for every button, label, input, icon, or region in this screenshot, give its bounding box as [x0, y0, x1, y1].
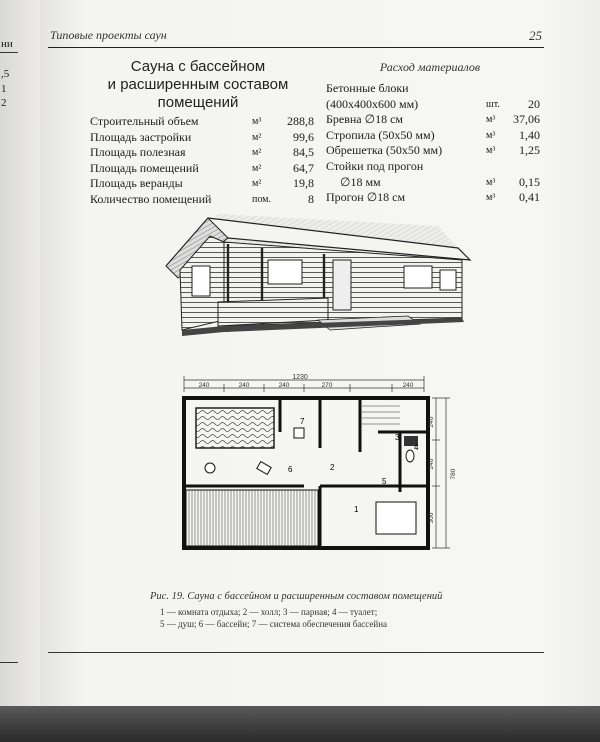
spec-row	[90, 130, 314, 146]
material-value: 37,06	[513, 112, 540, 127]
spec-label: Площадь веранды	[90, 176, 183, 191]
spec-unit: пом.	[252, 193, 271, 205]
material-row	[326, 143, 540, 159]
materials-table	[326, 81, 540, 206]
spec-value: 64,7	[293, 160, 314, 175]
title-line: Сауна с бассейном	[130, 58, 266, 75]
spec-unit: м²	[252, 162, 262, 174]
dim-top: 240	[402, 382, 414, 389]
adjacent-page-fragment: ,5	[1, 68, 10, 80]
material-row	[326, 97, 540, 113]
header-rule	[48, 47, 544, 48]
material-row	[326, 190, 540, 206]
spec-unit: м²	[252, 147, 262, 159]
material-row	[326, 81, 540, 97]
spec-row	[90, 114, 314, 130]
material-value: 0,41	[519, 190, 540, 205]
dim-right-total: 780	[450, 468, 457, 480]
material-label: Бетонные блоки	[326, 81, 409, 95]
dim-right: 240	[428, 458, 435, 470]
material-value: 20	[528, 96, 540, 111]
house-illustration	[158, 208, 478, 358]
material-unit: м³	[486, 145, 496, 157]
title-line: и расширенным составом	[107, 76, 289, 93]
dim-right: 300	[428, 512, 435, 524]
figure-caption: Рис. 19. Сауна с бассейном и расширенным составом помещений	[150, 591, 443, 602]
material-unit: м³	[486, 129, 496, 141]
floor-plan	[170, 372, 470, 562]
pool	[196, 408, 274, 448]
spec-value: 99,6	[293, 129, 314, 144]
spec-value: 84,5	[293, 145, 314, 160]
legend-line: 1 — комната отдыха; 2 — холл; 3 — парная; 4 — туалет;	[160, 607, 378, 617]
spec-label: Площадь помещений	[90, 160, 199, 175]
adjacent-page-edge	[0, 0, 40, 742]
spec-unit: м³	[252, 116, 262, 127]
material-value: 1,40	[519, 127, 540, 142]
dim-top: 240	[198, 382, 210, 389]
figure-legend	[160, 606, 480, 630]
spec-value: 288,8	[287, 114, 314, 128]
dim-total-top: 1230	[292, 374, 308, 381]
dim-top: 270	[321, 382, 333, 389]
room-number: 3	[395, 433, 400, 442]
page-number: 25	[529, 28, 542, 43]
footer-rule	[48, 652, 544, 653]
material-value: 0,15	[519, 174, 540, 189]
spec-value: 19,8	[293, 176, 314, 191]
material-unit: шт.	[486, 98, 500, 110]
room-number: 7	[300, 417, 305, 426]
material-unit: м³	[486, 114, 496, 126]
spec-row	[90, 161, 314, 177]
materials-heading: Расход материалов	[379, 60, 481, 74]
spec-row	[90, 176, 314, 192]
spec-label: Строительный объем	[90, 114, 199, 128]
material-label: Стропила (50x50 мм)	[326, 127, 435, 142]
material-unit: м³	[486, 176, 496, 188]
dim-top: 240	[278, 382, 290, 389]
material-row	[326, 112, 540, 128]
scan-background	[0, 706, 600, 742]
material-row	[326, 128, 540, 144]
dim-right: 240	[428, 416, 435, 428]
room-number: 5	[382, 477, 387, 486]
spec-unit: м²	[252, 178, 262, 190]
spec-row	[90, 145, 314, 161]
title-line: помещений	[157, 94, 239, 111]
room-number: 4	[414, 443, 419, 452]
bed	[376, 502, 416, 534]
spec-row	[90, 192, 314, 208]
material-value: 1,25	[519, 143, 540, 158]
dim-top: 240	[238, 382, 250, 389]
adjacent-page-rule	[0, 52, 18, 53]
sauna-bench	[362, 406, 400, 424]
project-title	[84, 58, 312, 112]
room-number: 2	[330, 463, 335, 472]
room-number: 1	[354, 505, 359, 514]
adjacent-page-rule	[0, 662, 18, 663]
material-row	[326, 175, 540, 191]
spec-label: Площадь застройки	[90, 129, 192, 144]
legend-line: 5 — душ; 6 — бассейн; 7 — система обеспечения бассейна	[160, 619, 388, 629]
veranda-deck	[186, 490, 318, 546]
toilet-fixture	[406, 450, 414, 462]
material-label: ∅18 мм	[340, 174, 381, 189]
adjacent-page-fragment: 2	[1, 97, 7, 109]
specs-table	[90, 114, 314, 208]
material-label: Стойки под прогон	[326, 158, 424, 173]
material-label: Прогон ∅18 см	[326, 190, 406, 205]
spec-label: Количество помещений	[90, 191, 212, 206]
material-row	[326, 159, 540, 175]
material-label: Бревна ∅18 см	[326, 112, 404, 127]
room-number: 6	[288, 465, 293, 474]
running-head	[50, 28, 542, 43]
spec-unit: м²	[252, 131, 262, 143]
adjacent-page-fragment: 1	[1, 83, 7, 95]
material-label: Обрешетка (50x50 мм)	[326, 143, 443, 158]
running-title: Типовые проекты саун	[50, 28, 167, 42]
material-label: (400x400x600 мм)	[326, 96, 419, 111]
spec-value: 8	[308, 191, 314, 206]
spec-label: Площадь полезная	[90, 145, 186, 160]
adjacent-page-fragment: ни	[1, 38, 13, 50]
material-unit: м³	[486, 192, 496, 204]
